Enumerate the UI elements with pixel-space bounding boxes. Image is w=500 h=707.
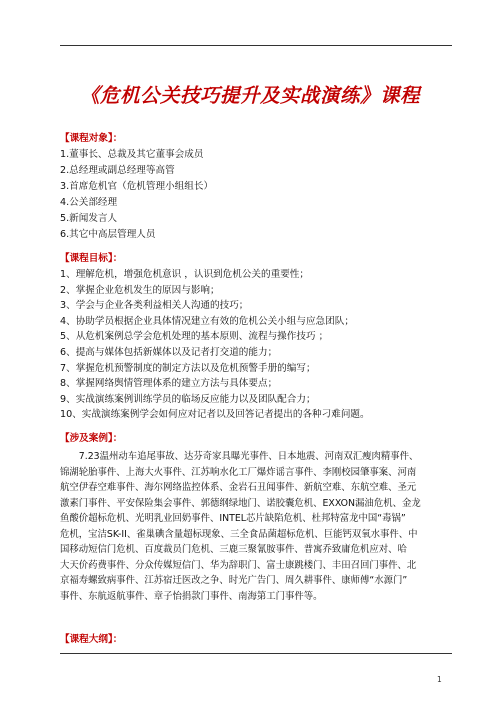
cases-paragraph [60,449,452,604]
list-item: 10、实战演练案例学会如何应对记者以及回答记者提出的各种刁难问题。 [60,409,370,421]
paragraph-line: 大天价药费事件、分众传媒短信门、华为辞职门、富士康跳楼门、丰田召回门事件、北 [60,559,417,571]
course-objects-section [60,131,452,243]
list-item: 7、掌握危机预警制度的制定方法以及危机预警手册的编写； [60,362,316,374]
paragraph-line: 危机，宝洁SK-II、雀巢碘含量超标现象、三全食品菌超标危机、巨能钙双氧水事件、中 [60,528,418,540]
list-item: 5.新闻发言人 [60,213,118,224]
list-item: 3、学会与企业各类利益相关人沟通的技巧； [60,300,249,312]
paragraph-line: 鱼酸价超标危机、光明乳业回奶事件、INTEL芯片缺陷危机、杜邦特富龙中国“毒锅” [60,513,406,524]
list-item: 9、实战演练案例训练学员的临场反应能力以及团队配合力； [60,393,316,405]
paragraph-line: 航空伊春空难事件、海尔网络监控体系、金岩石丑闻事件、新航空难、东航空难、圣元 [60,482,417,493]
paragraph-line: 京福寿螺致病事件、江苏宿迁医改之争、时光广告门、周久耕事件、康师傅“水源门” [60,575,408,586]
outline-section [60,632,452,648]
list-item: 1、理解危机，增强危机意识 ，认识到危机公关的重要性； [60,269,309,280]
paragraph-line: 激素门事件、平安保险集会事件、郭德纲绿地门、诺胶囊危机、EXXON漏油危机、金龙 [60,497,421,509]
list-item: 5、从危机案例总学会危机处理的基本原则、流程与操作技巧 ； [60,331,329,343]
list-item: 4、协助学员根据企业具体情况建立有效的危机公关小组与应急团队； [60,315,354,327]
page-title: 《危机公关技巧提升及实战演练》课程 [79,84,420,107]
list-item: 2、掌握企业危机发生的原因与影响； [60,284,220,296]
course-goals-section [60,251,452,423]
paragraph-line: 国移动短信门危机、百度裁员门危机、三鹿三聚氰胺事件、普寓乔致庸危机应对、哈 [60,544,407,555]
list-item: 1.董事长、总裁及其它董事会成员 [60,149,204,160]
list-item: 6.其它中高层管理人员 [60,229,156,240]
list-item: 2.总经理或副总经理等高管 [60,165,175,176]
paragraph-line: 事件、东航返航事件、章子怡捐款门事件、南海第工门事件等。 [60,590,323,602]
list-item: 8、掌握网络舆情管理体系的建立方法与具体要点； [60,378,278,390]
section-heading: 【课程对象】： [60,133,123,144]
section-heading: 【课程目标】： [60,253,123,264]
cases-section [60,431,452,604]
top-rule [60,45,452,46]
list-item: 4.公关部经理 [60,197,118,208]
list-item: 3.首席危机官（危机管理小组组长） [60,181,214,192]
list-item: 6、提高与媒体包括新媒体以及记者打交道的能力； [60,346,278,358]
section-heading: 【课程大纲】： [60,634,123,645]
page-number: 1 [437,675,442,684]
paragraph-line: 锦湖轮胎事件、上海大火事件、江苏响水化工厂爆炸谣言事件、李刚校园肇事案、河南 [60,466,417,478]
bottom-rule [60,653,452,654]
paragraph-line: 7.23温州动车追尾事故、达芬奇家具曝光事件、日本地震、河南双汇瘦肉精事件、 [60,451,419,462]
section-heading: 【涉及案例】： [60,433,123,444]
